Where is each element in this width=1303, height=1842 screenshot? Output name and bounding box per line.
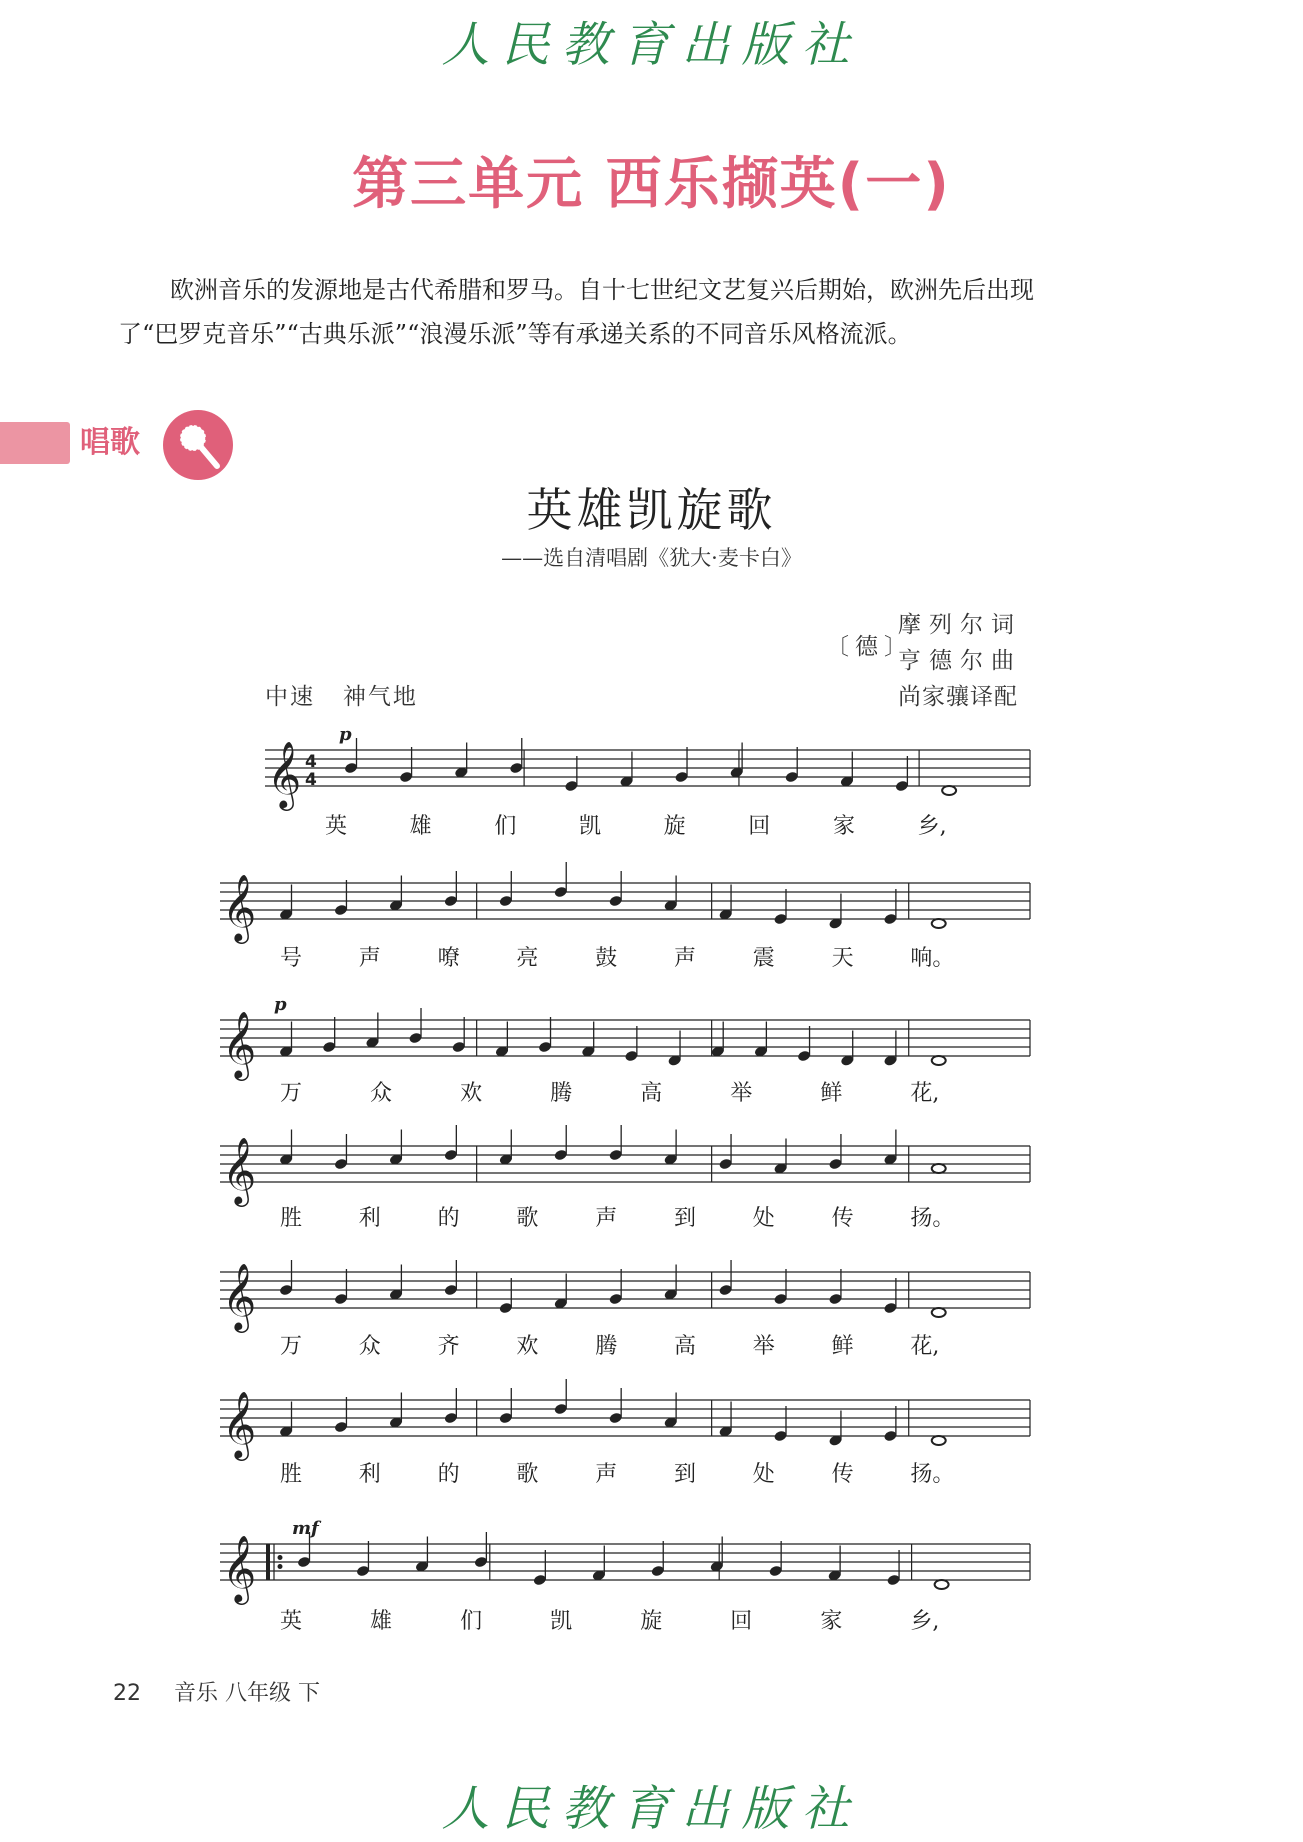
lyric-syllable: 声 xyxy=(674,946,697,971)
lyric-syllable: 凯 xyxy=(578,814,601,839)
lyric-syllable: 英 xyxy=(280,1609,303,1634)
lyric-syllable: 处 xyxy=(752,1462,775,1487)
lyric-syllable: 欢 xyxy=(516,1334,539,1359)
lyric-syllable: 们 xyxy=(494,814,517,839)
lyric-syllable: 腾 xyxy=(595,1334,618,1359)
lyric-syllable: 回 xyxy=(730,1609,753,1634)
lyric-syllable: 欢 xyxy=(460,1081,483,1106)
treble-clef-icon: 𝄞 xyxy=(222,1262,257,1330)
lyric-syllable: 天 xyxy=(831,946,854,971)
lyric-syllable: 花, xyxy=(910,1081,940,1106)
lyric-syllable: 高 xyxy=(640,1081,663,1106)
page-footer xyxy=(113,1676,320,1707)
treble-clef-icon: 𝄞 xyxy=(267,740,302,808)
lyric-syllable: 声 xyxy=(358,946,381,971)
tempo-marking: 中速 神气地 xyxy=(265,684,418,710)
lyric-syllable: 鼓 xyxy=(595,946,618,971)
lyric-syllable: 到 xyxy=(674,1462,697,1487)
time-signature-bottom: 4 xyxy=(305,770,317,790)
whole-note xyxy=(942,786,956,795)
lyric-syllable: 万 xyxy=(280,1334,303,1359)
dynamic-marking: p xyxy=(274,994,287,1015)
lyric-syllable: 齐 xyxy=(437,1334,460,1359)
intro-line-2: 了“巴罗克音乐”“古典乐派”“浪漫乐派”等有承递关系的不同音乐风格流派。 xyxy=(118,320,912,348)
intro-line-1: 欧洲音乐的发源地是古代希腊和罗马。自十七世纪文艺复兴后期始，欧洲先后出现 xyxy=(170,276,1034,304)
lyric-syllable: 们 xyxy=(460,1609,483,1634)
lyric-syllable: 扬。 xyxy=(910,1206,955,1231)
lyric-syllable: 的 xyxy=(437,1462,460,1487)
lyric-syllable: 震 xyxy=(752,946,775,971)
lyric-syllable: 万 xyxy=(280,1081,303,1106)
book-title: 音乐 八年级 下 xyxy=(174,1681,320,1706)
lyric-syllable: 亮 xyxy=(516,946,539,971)
music-system xyxy=(220,1379,1030,1487)
treble-clef-icon: 𝄞 xyxy=(222,1534,257,1602)
lyric-syllable: 众 xyxy=(358,1334,381,1359)
lyric-syllable: 雄 xyxy=(409,814,432,839)
treble-clef-icon: 𝄞 xyxy=(222,1010,257,1078)
lyric-syllable: 传 xyxy=(831,1206,854,1231)
dynamic-marking: p xyxy=(339,724,352,745)
lyric-syllable: 英 xyxy=(325,814,348,839)
lyric-syllable: 利 xyxy=(358,1206,381,1231)
lyric-syllable: 举 xyxy=(730,1081,753,1106)
lyric-syllable: 嘹 xyxy=(437,946,460,971)
lyric-syllable: 乡, xyxy=(917,814,947,839)
music-system xyxy=(220,1518,1030,1634)
lyric-syllable: 鲜 xyxy=(831,1334,854,1359)
whole-note xyxy=(935,1580,949,1589)
lyric-syllable: 家 xyxy=(832,814,855,839)
lyric-syllable: 歌 xyxy=(516,1462,539,1487)
song-title: 英雄凯旋歌 xyxy=(526,483,777,537)
lyric-syllable: 胜 xyxy=(280,1206,303,1231)
repeat-dot xyxy=(278,1555,283,1560)
repeat-dot xyxy=(278,1564,283,1569)
lyric-syllable: 声 xyxy=(595,1462,618,1487)
lyric-syllable: 腾 xyxy=(550,1081,573,1106)
credits-nationality: 〔德〕 xyxy=(826,634,913,660)
song-subtitle: ——选自清唱剧《犹大·麦卡白》 xyxy=(501,546,802,570)
lyric-syllable: 回 xyxy=(748,814,771,839)
lyric-syllable: 到 xyxy=(674,1206,697,1231)
whole-note xyxy=(932,1436,946,1445)
lyric-syllable: 花, xyxy=(910,1334,940,1359)
time-signature-top: 4 xyxy=(305,752,317,772)
lyric-syllable: 号 xyxy=(280,946,303,971)
credits-translator: 尚家骧译配 xyxy=(898,684,1018,710)
lyric-syllable: 扬。 xyxy=(910,1462,955,1487)
lyric-syllable: 的 xyxy=(437,1206,460,1231)
lyric-syllable: 传 xyxy=(831,1462,854,1487)
music-system xyxy=(220,862,1030,971)
page-number: 22 xyxy=(113,1681,141,1706)
dynamic-marking: mf xyxy=(292,1518,319,1539)
whole-note xyxy=(932,1056,946,1065)
credits-lyricist: 摩列尔词 xyxy=(898,612,1022,638)
treble-clef-icon: 𝄞 xyxy=(222,873,257,941)
section-label: 唱歌 xyxy=(80,425,140,460)
lyric-syllable: 旋 xyxy=(663,814,686,839)
lyric-syllable: 凯 xyxy=(550,1609,573,1634)
lyric-syllable: 胜 xyxy=(280,1462,303,1487)
whole-note xyxy=(932,1308,946,1317)
lyric-syllable: 乡, xyxy=(910,1609,940,1634)
music-system xyxy=(220,1260,1030,1359)
lyric-syllable: 高 xyxy=(674,1334,697,1359)
lyric-syllable: 歌 xyxy=(516,1206,539,1231)
unit-title: 第三单元 西乐撷英(一) xyxy=(352,152,951,217)
credits-composer: 亨德尔曲 xyxy=(898,648,1022,674)
whole-note xyxy=(932,919,946,928)
treble-clef-icon: 𝄞 xyxy=(222,1136,257,1204)
treble-clef-icon: 𝄞 xyxy=(222,1390,257,1458)
lyric-syllable: 处 xyxy=(752,1206,775,1231)
publisher-watermark-top: 人民教育出版社 xyxy=(441,17,862,73)
lyric-syllable: 利 xyxy=(358,1462,381,1487)
lyric-syllable: 声 xyxy=(595,1206,618,1231)
publisher-watermark-bottom: 人民教育出版社 xyxy=(441,1781,862,1837)
music-system xyxy=(220,994,1030,1106)
music-system xyxy=(220,1125,1030,1231)
lyric-syllable: 旋 xyxy=(640,1609,663,1634)
lyric-syllable: 举 xyxy=(752,1334,775,1359)
music-system xyxy=(265,724,1030,839)
lyric-syllable: 鲜 xyxy=(820,1081,843,1106)
lyric-syllable: 雄 xyxy=(370,1609,393,1634)
lyric-syllable: 响。 xyxy=(910,946,955,971)
lyric-syllable: 众 xyxy=(370,1081,393,1106)
whole-note xyxy=(932,1164,946,1173)
lyric-syllable: 家 xyxy=(820,1609,843,1634)
